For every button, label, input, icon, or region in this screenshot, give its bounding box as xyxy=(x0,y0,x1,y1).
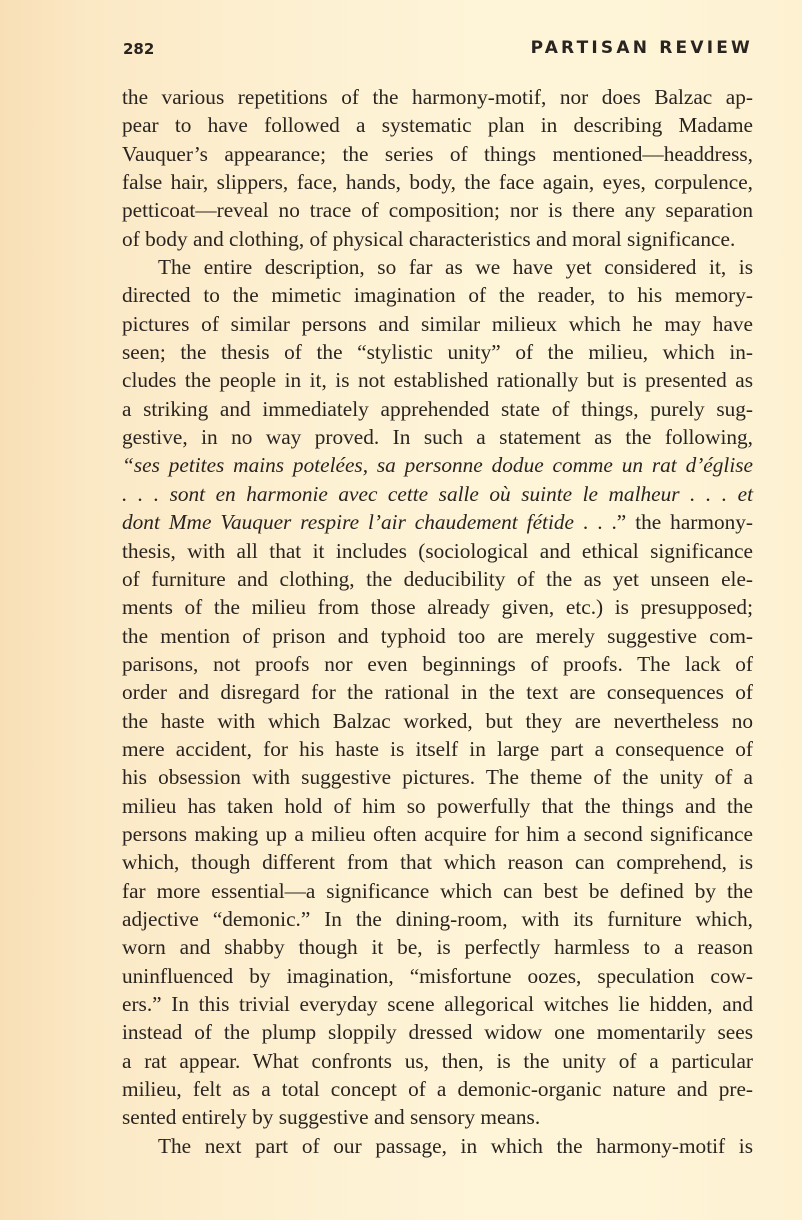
text-line: ments of the milieu from those already given, etc.) is presupposed; xyxy=(122,595,753,620)
page-header xyxy=(123,36,753,62)
text-line: milieu, felt as a total concept of a demonic-organic nature and pre- xyxy=(122,1077,753,1102)
text-line xyxy=(122,508,753,536)
text-line: worn and shabby though it be, is perfectly harmless to a reason xyxy=(122,935,753,960)
running-head: PARTISAN REVIEW xyxy=(530,38,753,58)
page-number: 282 xyxy=(123,40,155,58)
text-line: thesis, with all that it includes (sociological and ethical significance xyxy=(122,538,753,563)
text-line: ers.” In this trivial everyday scene allegorical witches lie hidden, and xyxy=(122,992,753,1016)
text-line: his obsession with suggestive pictures. The theme of the unity of a xyxy=(122,765,753,790)
text-line: directed to the mimetic imagination of the reader, to his memory- xyxy=(122,283,753,308)
text-line: pear to have followed a systematic plan in describing Madame xyxy=(122,113,753,138)
text-line: The entire description, so far as we have yet considered it, is xyxy=(158,255,753,280)
body-text xyxy=(122,83,753,1160)
text-line: cludes the people in it, is not established rationally but is presented as xyxy=(122,368,753,393)
text-line: sented entirely by suggestive and sensory means. xyxy=(122,1105,541,1130)
text-line: a striking and immediately apprehended state of things, purely sug- xyxy=(122,396,753,421)
text-line: of body and clothing, of physical characteristics and moral significance. xyxy=(122,226,736,251)
french-quote-line: “ses petites mains potelées, sa personne dodue comme un rat d’église xyxy=(122,453,753,478)
french-quote-line: . . . sont en harmonie avec cette salle où suinte le malheur . . . et xyxy=(122,481,753,506)
text-line: the haste with which Balzac worked, but they are nevertheless no xyxy=(122,708,753,733)
text-line: of furniture and clothing, the deducibility of the as yet unseen ele- xyxy=(122,566,753,591)
text-line: gestive, in no way proved. In such a statement as the following, xyxy=(122,425,753,450)
text-line: the mention of prison and typhoid too are merely suggestive com- xyxy=(122,623,753,648)
text-line: a rat appear. What confronts us, then, is the unity of a particular xyxy=(122,1048,753,1073)
text-line: mere accident, for his haste is itself in large part a consequence of xyxy=(122,736,753,761)
text-line: adjective “demonic.” In the dining-room, with its furniture which, xyxy=(122,906,753,931)
text-line: petticoat—reveal no trace of composition; nor is there any separation xyxy=(122,198,753,223)
text-fragment: . . .” the harmony- xyxy=(573,510,753,535)
text-line: the various repetitions of the harmony-motif, nor does Balzac ap- xyxy=(122,85,753,109)
text-line: milieu has taken hold of him so powerfully that the things and the xyxy=(122,793,753,818)
text-line: which, though different from that which reason can comprehend, is xyxy=(122,850,753,875)
text-line: seen; the thesis of the “stylistic unity” of the milieu, which in- xyxy=(122,340,753,365)
text-line: false hair, slippers, face, hands, body, the face again, eyes, corpulence, xyxy=(122,170,753,195)
text-line: parisons, not proofs nor even beginnings of proofs. The lack of xyxy=(122,651,753,676)
text-line: instead of the plump sloppily dressed widow one momentarily sees xyxy=(122,1020,753,1045)
text-line: order and disregard for the rational in the text are consequences of xyxy=(122,680,753,705)
text-line: far more essential—a significance which can best be defined by the xyxy=(122,878,753,903)
text-line: pictures of similar persons and similar milieux which he may have xyxy=(122,311,753,336)
french-quote-fragment: dont Mme Vauquer respire l’air chaudement fétide xyxy=(122,510,574,535)
text-line: The next part of our passage, in which the harmony-motif is xyxy=(158,1133,753,1158)
text-line: Vauquer’s appearance; the series of things mentioned—headdress, xyxy=(122,141,753,166)
text-line: uninfluenced by imagination, “misfortune oozes, speculation cow- xyxy=(122,963,753,988)
text-line: persons making up a milieu often acquire for him a second significance xyxy=(122,821,753,846)
